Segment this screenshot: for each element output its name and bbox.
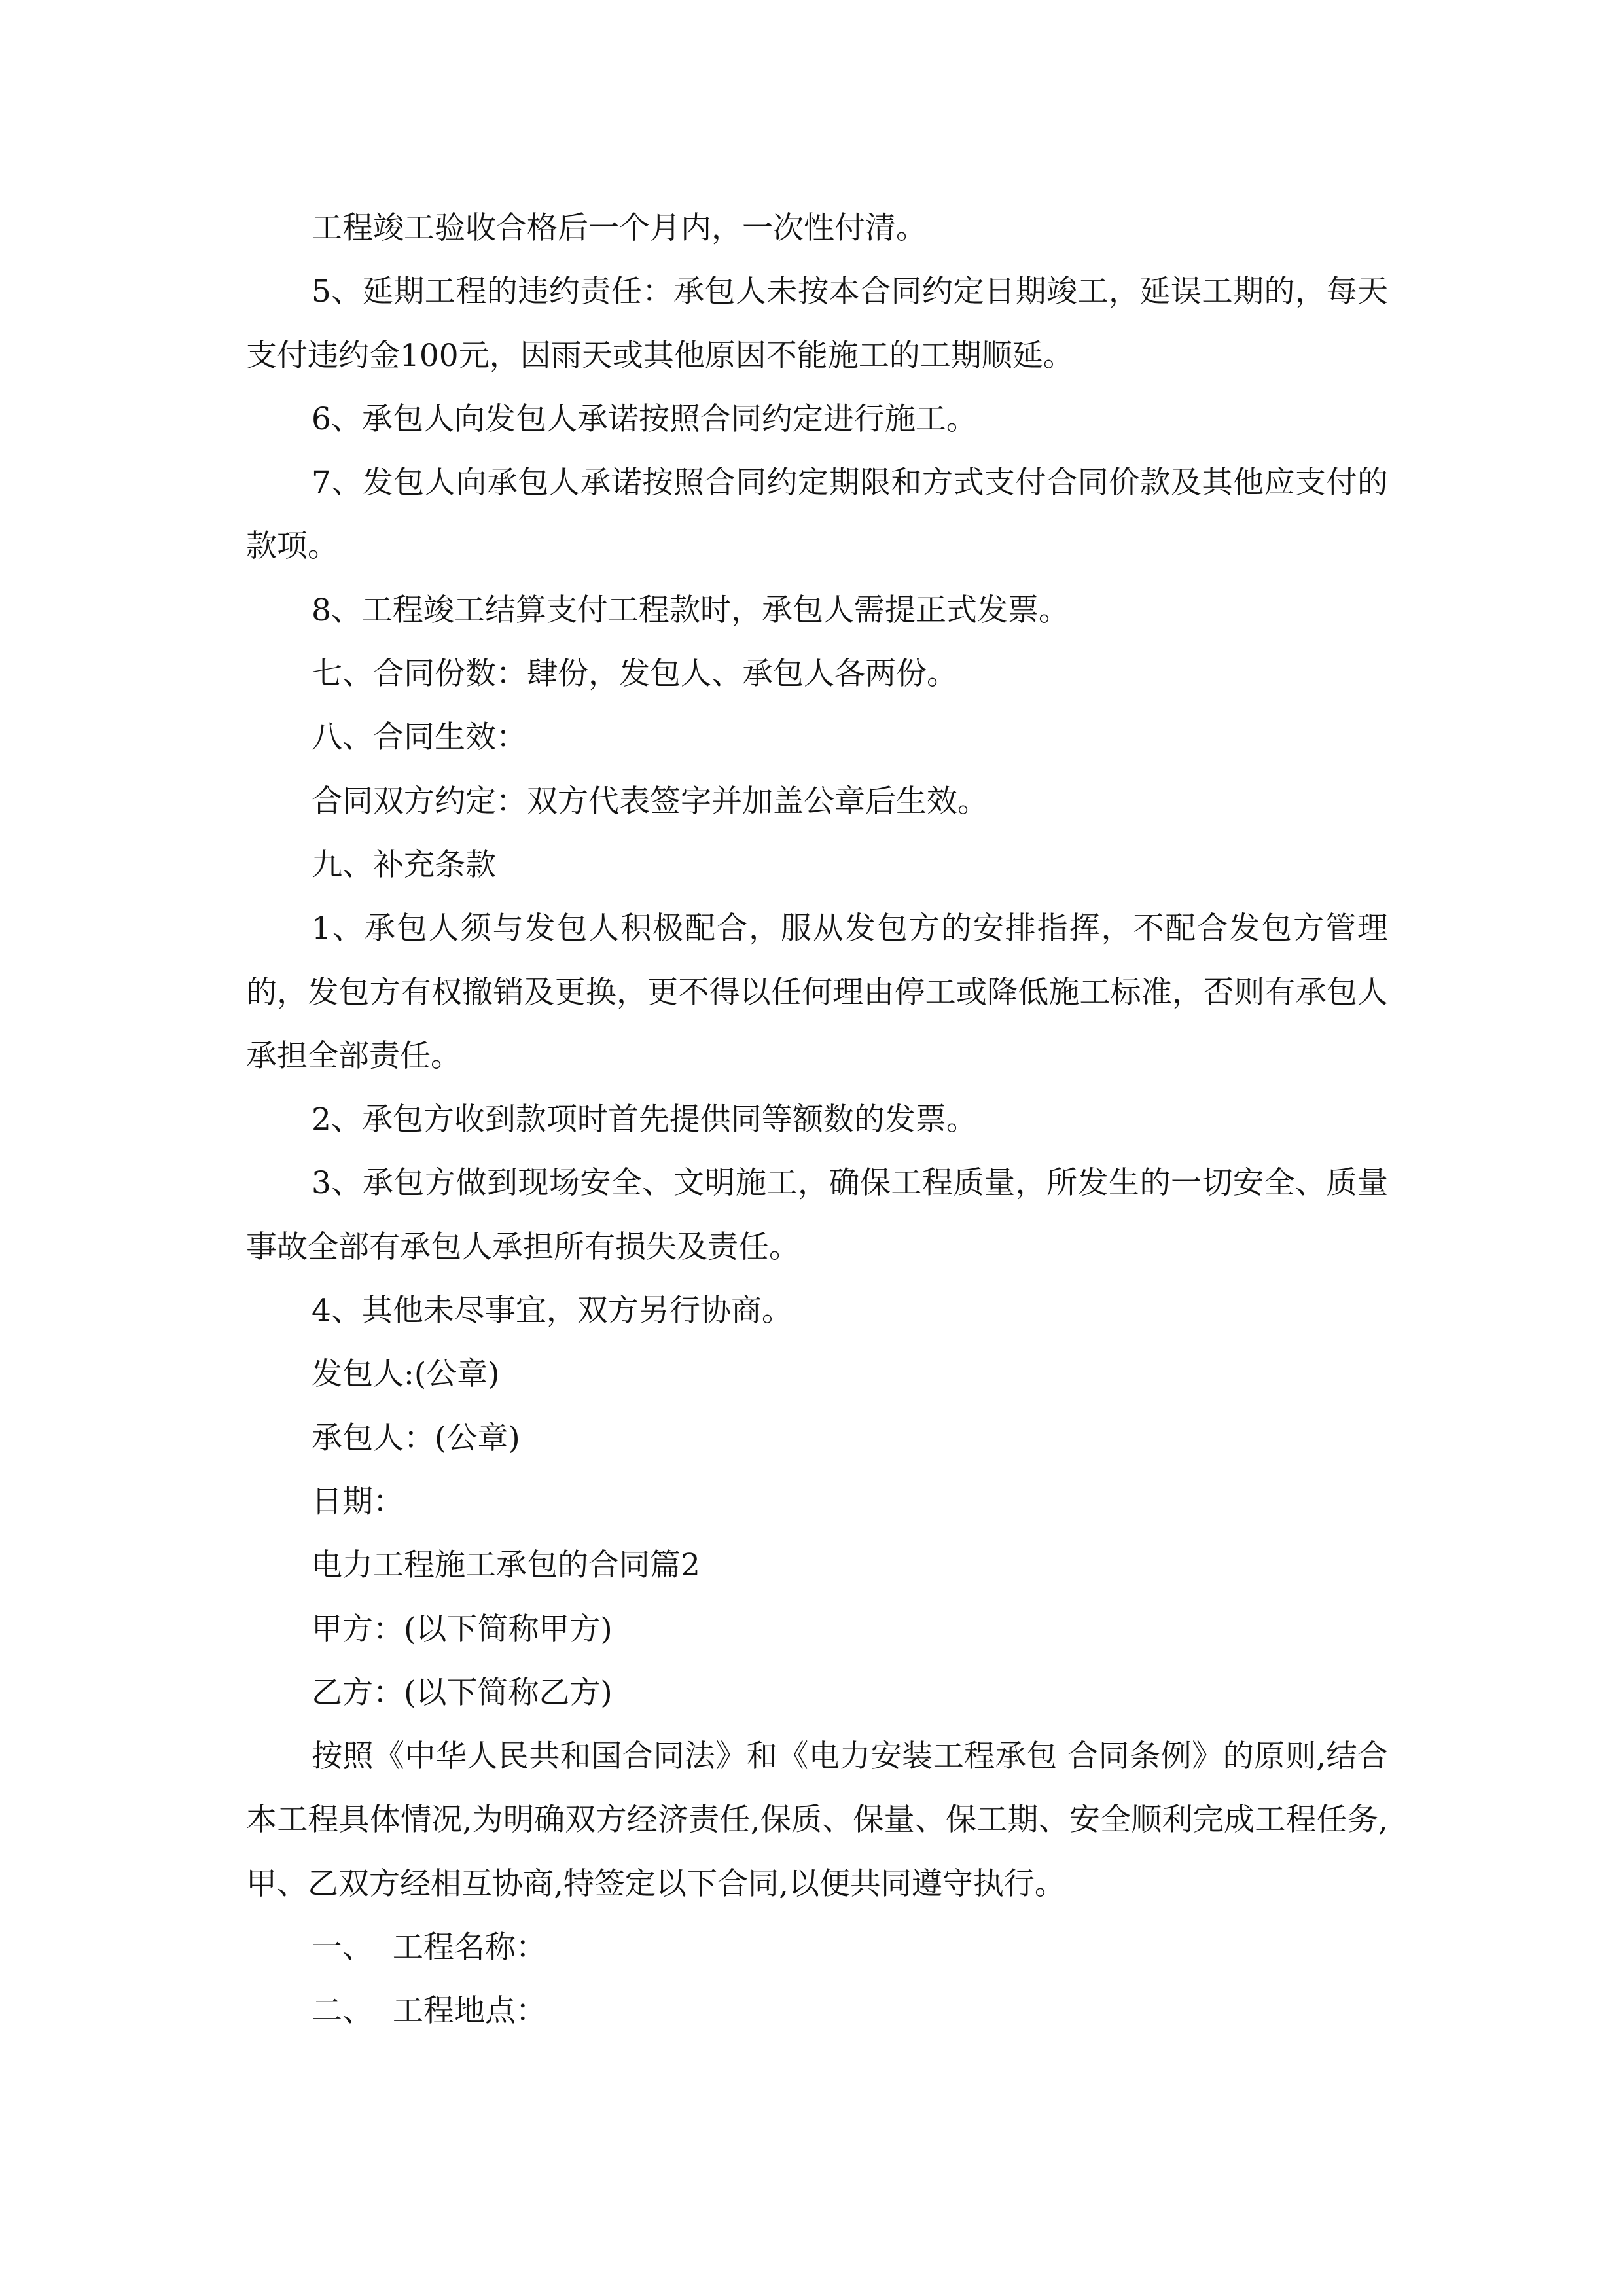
paragraph-payment-term: 工程竣工验收合格后一个月内，一次性付清。 — [312, 210, 927, 246]
paragraph-clause-5: 5、延期工程的违约责任：承包人未按本合同约定日期竣工，延误工期的，每天支付违约金100元，因雨天或其他原因不能施工的工期顺延。 — [246, 274, 1388, 374]
section-project-name: 一、 工程名称： — [312, 1929, 546, 1966]
paragraph-section-9: 九、补充条款 — [312, 846, 496, 883]
section-project-location: 二、 工程地点： — [312, 1993, 546, 2030]
signature-contractor: 承包人：(公章) — [312, 1420, 520, 1456]
paragraph-clause-7: 7、发包人向承包人承诺按照合同约定期限和方式支付合同价款及其他应支付的款项。 — [246, 465, 1388, 565]
party-a: 甲方：(以下简称甲方) — [312, 1611, 613, 1647]
document-body — [246, 196, 1388, 2043]
party-b: 乙方：(以下简称乙方) — [312, 1674, 613, 1711]
signature-employer: 发包人:(公章) — [312, 1356, 500, 1393]
paragraph-effectiveness: 合同双方约定：双方代表签字并加盖公章后生效。 — [312, 783, 988, 819]
paragraph-section-7: 七、合同份数：肆份，发包人、承包人各两份。 — [312, 656, 957, 692]
paragraph-section-8: 八、合同生效： — [312, 719, 527, 756]
paragraph-clause-8: 8、工程竣工结算支付工程款时，承包人需提正式发票。 — [312, 592, 1069, 628]
paragraph-supplement-3: 3、承包方做到现场安全、文明施工，确保工程质量，所发生的一切安全、质量事故全部有承包人承担所有损失及责任。 — [246, 1165, 1388, 1265]
paragraph-supplement-4: 4、其他未尽事宜，双方另行协商。 — [312, 1293, 793, 1329]
paragraph-supplement-1: 1、承包人须与发包人积极配合，服从发包方的安排指挥，不配合发包方管理的，发包方有权撤销及更换，更不得以任何理由停工或降低施工标准，否则有承包人承担全部责任。 — [246, 910, 1388, 1074]
paragraph-clause-6: 6、承包人向发包人承诺按照合同约定进行施工。 — [312, 401, 977, 437]
contract-2-title: 电力工程施工承包的合同篇2 — [312, 1547, 700, 1584]
paragraph-supplement-2: 2、承包方收到款项时首先提供同等额数的发票。 — [312, 1102, 977, 1138]
paragraph-preamble: 按照《中华人民共和国合同法》和《电力安装工程承包 合同条例》的原则,结合本工程具体情况,为明确双方经济责任,保质、保量、保工期、安全顺利完成工程任务,甲、乙双方经相互协商,特签定以下合同,以便共同遵守执行。 — [246, 1738, 1388, 1902]
signature-date: 日期： — [312, 1483, 404, 1520]
